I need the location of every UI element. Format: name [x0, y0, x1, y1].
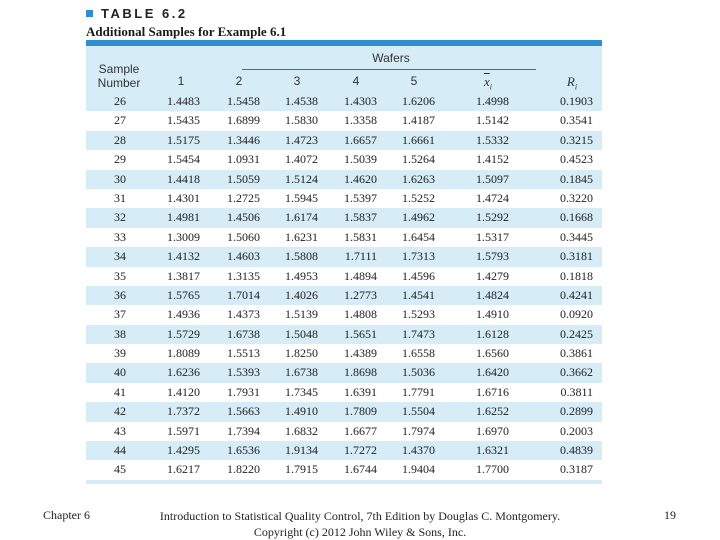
- footer-citation-line2: Copyright (c) 2012 John Wiley & Sons, Inc.: [253, 525, 467, 539]
- wafer-4-cell: 1.6391: [344, 384, 377, 399]
- wafer-5-cell: 1.7313: [402, 249, 435, 264]
- wafer-5-cell: 1.6454: [402, 229, 435, 244]
- wafer-3-cell: 1.7345: [285, 384, 318, 399]
- sample-number-cell: 28: [114, 132, 126, 147]
- column-header-range: [552, 74, 592, 92]
- wafer-1-cell: 1.5971: [167, 423, 200, 438]
- table-number: TABLE 6.2: [101, 6, 188, 21]
- table-row: [86, 402, 602, 421]
- wafer-5-cell: 1.7974: [402, 423, 435, 438]
- sample-mean-cell: 1.4998: [476, 94, 509, 108]
- wafer-5-cell: 1.4962: [402, 210, 435, 225]
- sample-number-cell: 43: [114, 423, 126, 438]
- table-row: [86, 228, 602, 247]
- sample-range-cell: 0.2003: [560, 423, 593, 438]
- wafer-5-cell: 1.6558: [402, 346, 435, 361]
- table-row: [86, 325, 602, 344]
- wafer-1-cell: 1.4981: [167, 210, 200, 225]
- sample-number-cell: 36: [114, 287, 126, 302]
- wafer-3-cell: 1.5124: [285, 171, 318, 186]
- wafer-1-cell: 1.6217: [167, 462, 200, 477]
- wafer-2-cell: 1.4506: [227, 210, 260, 225]
- table-row: [86, 131, 602, 150]
- sample-number-cell: 35: [114, 268, 126, 283]
- wafer-1-cell: 1.5454: [167, 152, 200, 167]
- wafer-1-cell: 1.3817: [167, 268, 200, 283]
- sample-range-cell: 0.3811: [560, 384, 593, 399]
- wafer-2-cell: 1.0931: [227, 152, 260, 167]
- sample-number-cell: 44: [114, 443, 126, 458]
- wafer-3-cell: 1.4538: [285, 94, 318, 108]
- wafer-3-cell: 1.6738: [285, 365, 318, 380]
- sample-range-cell: 0.3662: [560, 365, 593, 380]
- wafer-3-cell: 1.5048: [285, 326, 318, 341]
- wafer-3-cell: 1.5139: [285, 307, 318, 322]
- wafer-1-cell: 1.8089: [167, 346, 200, 361]
- wafer-1-cell: 1.4936: [167, 307, 200, 322]
- wafer-5-cell: 1.5264: [402, 152, 435, 167]
- sample-range-cell: 0.3187: [560, 462, 593, 477]
- wafer-5-cell: 1.4187: [402, 113, 435, 128]
- sample-number-cell: 30: [114, 171, 126, 186]
- wafer-5-cell: 1.6263: [402, 171, 435, 186]
- wafer-5-cell: 1.5293: [402, 307, 435, 322]
- wafer-5-cell: 1.6661: [402, 132, 435, 147]
- wafer-2-cell: 1.7394: [227, 423, 260, 438]
- wafer-5-cell: 1.4596: [402, 268, 435, 283]
- sample-range-cell: 0.0920: [560, 307, 593, 322]
- sample-mean-cell: 1.6128: [476, 326, 509, 341]
- sample-range-cell: 0.4523: [560, 152, 593, 167]
- wafer-5-cell: 1.4370: [402, 443, 435, 458]
- wafer-4-cell: 1.4389: [344, 346, 377, 361]
- wafer-2-cell: 1.5458: [227, 94, 260, 108]
- sample-number-cell: 31: [114, 190, 126, 205]
- sample-number-header: [86, 62, 152, 90]
- sample-range-cell: 0.3181: [560, 249, 593, 264]
- wafer-3-cell: 1.9134: [285, 443, 318, 458]
- wafer-2-cell: 1.6738: [227, 326, 260, 341]
- table-row: [86, 363, 602, 382]
- wafer-5-cell: 1.5252: [402, 190, 435, 205]
- column-header-1: 1: [177, 74, 185, 88]
- wafer-3-cell: 1.6174: [285, 210, 318, 225]
- wafer-4-cell: 1.6657: [344, 132, 377, 147]
- table-row: [86, 150, 602, 169]
- sample-range-cell: 0.3220: [560, 190, 593, 205]
- sample-number-cell: 27: [114, 113, 126, 128]
- table-caption: Additional Samples for Example 6.1: [86, 24, 287, 39]
- table-row: [86, 208, 602, 227]
- wafer-2-cell: 1.5393: [227, 365, 260, 380]
- wafer-2-cell: 1.7014: [227, 287, 260, 302]
- wafer-1-cell: 1.4301: [167, 190, 200, 205]
- wafer-1-cell: 1.3009: [167, 229, 200, 244]
- sample-number-cell: 41: [114, 384, 126, 399]
- sample-number-cell: 42: [114, 404, 126, 419]
- table-body: [86, 92, 602, 480]
- sample-mean-cell: 1.4910: [476, 307, 509, 322]
- sample-range-cell: 0.1818: [560, 268, 593, 283]
- wafer-2-cell: 1.5059: [227, 171, 260, 186]
- wafer-3-cell: 1.4723: [285, 132, 318, 147]
- table-header: [86, 6, 286, 40]
- sample-mean-cell: 1.6321: [476, 443, 509, 458]
- wafer-1-cell: 1.4483: [167, 94, 200, 108]
- sample-number-cell: 38: [114, 326, 126, 341]
- range-subscript: i: [574, 82, 578, 92]
- sample-mean-cell: 1.6970: [476, 423, 509, 438]
- range-symbol: R: [566, 74, 575, 89]
- table-row: [86, 92, 602, 111]
- sample-mean-cell: 1.5097: [476, 171, 509, 186]
- sample-number-cell: 26: [114, 94, 126, 108]
- wafer-3-cell: 1.4910: [285, 404, 318, 419]
- sample-header-line2: Number: [97, 76, 141, 90]
- table-row: [86, 305, 602, 324]
- table-row: [86, 422, 602, 441]
- wafer-3-cell: 1.5945: [285, 190, 318, 205]
- sample-range-cell: 0.1668: [560, 210, 593, 225]
- wafer-1-cell: 1.4418: [167, 171, 200, 186]
- column-header-2: 2: [235, 74, 243, 88]
- sample-range-cell: 0.2425: [560, 326, 593, 341]
- sample-range-cell: 0.3861: [560, 346, 593, 361]
- wafer-2-cell: 1.3135: [227, 268, 260, 283]
- wafer-4-cell: 1.5837: [344, 210, 377, 225]
- wafer-1-cell: 1.7372: [167, 404, 200, 419]
- wafer-2-cell: 1.4603: [227, 249, 260, 264]
- wafer-4-cell: 1.7272: [344, 443, 377, 458]
- sample-mean-cell: 1.6252: [476, 404, 509, 419]
- xbar-symbol: $\overline{x}$: [483, 74, 490, 89]
- bullet-square-icon: [86, 10, 93, 17]
- wafer-2-cell: 1.4373: [227, 307, 260, 322]
- wafer-1-cell: 1.4295: [167, 443, 200, 458]
- table-row: [86, 344, 602, 363]
- wafer-3-cell: 1.6231: [285, 229, 318, 244]
- wafer-3-cell: 1.8250: [285, 346, 318, 361]
- wafer-5-cell: 1.4541: [402, 287, 435, 302]
- footer-page-number: 19: [664, 508, 676, 522]
- sample-range-cell: 0.3445: [560, 229, 593, 244]
- sample-mean-cell: 1.6420: [476, 365, 509, 380]
- wafer-2-cell: 1.3446: [227, 132, 260, 147]
- wafer-2-cell: 1.2725: [227, 190, 260, 205]
- sample-range-cell: 0.1845: [560, 171, 593, 186]
- wafer-2-cell: 1.5663: [227, 404, 260, 419]
- table-row: [86, 383, 602, 402]
- sample-mean-cell: 1.4279: [476, 268, 509, 283]
- sample-range-cell: 0.3541: [560, 113, 593, 128]
- sample-mean-cell: 1.4824: [476, 287, 509, 302]
- wafer-4-cell: 1.6677: [344, 423, 377, 438]
- sample-number-cell: 37: [114, 307, 126, 322]
- wafer-4-cell: 1.4894: [344, 268, 377, 283]
- wafer-5-cell: 1.5504: [402, 404, 435, 419]
- footer-citation-line1: Introduction to Statistical Quality Control, 7th Edition by Douglas C. Montgomery.: [159, 509, 561, 523]
- table-row: [86, 247, 602, 266]
- wafer-4-cell: 1.4620: [344, 171, 377, 186]
- wafer-5-cell: 1.7791: [402, 384, 435, 399]
- wafer-1-cell: 1.5435: [167, 113, 200, 128]
- wafer-1-cell: 1.5729: [167, 326, 200, 341]
- wafer-3-cell: 1.4026: [285, 287, 318, 302]
- wafer-3-cell: 1.4953: [285, 268, 318, 283]
- wafer-1-cell: 1.4120: [167, 384, 200, 399]
- table-row: [86, 286, 602, 305]
- sample-number-cell: 34: [114, 249, 126, 264]
- wafers-group-header: Wafers: [372, 51, 410, 65]
- wafer-3-cell: 1.6832: [285, 423, 318, 438]
- sample-mean-cell: 1.7700: [476, 462, 509, 477]
- wafer-1-cell: 1.6236: [167, 365, 200, 380]
- wafer-4-cell: 1.5831: [344, 229, 377, 244]
- wafer-4-cell: 1.4303: [344, 94, 377, 108]
- wafer-3-cell: 1.5808: [285, 249, 318, 264]
- sample-mean-cell: 1.5793: [476, 249, 509, 264]
- sample-number-cell: 29: [114, 152, 126, 167]
- table-row: [86, 460, 602, 479]
- wafer-2-cell: 1.5060: [227, 229, 260, 244]
- wafer-4-cell: 1.5651: [344, 326, 377, 341]
- wafer-3-cell: 1.4072: [285, 152, 318, 167]
- wafer-3-cell: 1.7915: [285, 462, 318, 477]
- column-header-3: 3: [293, 74, 301, 88]
- sample-range-cell: 0.3215: [560, 132, 593, 147]
- sample-number-cell: 45: [114, 462, 126, 477]
- table-row: [86, 170, 602, 189]
- column-header-4: 4: [352, 74, 360, 88]
- wafer-2-cell: 1.6536: [227, 443, 260, 458]
- wafer-5-cell: 1.6206: [402, 94, 435, 108]
- sample-mean-cell: 1.4724: [476, 190, 509, 205]
- wafer-4-cell: 1.2773: [344, 287, 377, 302]
- table-row: [86, 267, 602, 286]
- wafers-header-rule: [242, 69, 536, 70]
- sample-number-cell: 40: [114, 365, 126, 380]
- wafer-2-cell: 1.8220: [227, 462, 260, 477]
- sample-mean-cell: 1.6560: [476, 346, 509, 361]
- wafer-2-cell: 1.7931: [227, 384, 260, 399]
- wafer-5-cell: 1.9404: [402, 462, 435, 477]
- wafer-5-cell: 1.7473: [402, 326, 435, 341]
- sample-mean-cell: 1.6716: [476, 384, 509, 399]
- sample-range-cell: 0.4241: [560, 287, 593, 302]
- table-row: [86, 189, 602, 208]
- column-header-xbar: [468, 74, 508, 92]
- sample-range-cell: 0.1903: [560, 94, 593, 108]
- footer-chapter: Chapter 6: [43, 508, 90, 522]
- table-row: [86, 111, 602, 130]
- sample-number-cell: 32: [114, 210, 126, 225]
- wafer-4-cell: 1.7809: [344, 404, 377, 419]
- sample-number-cell: 39: [114, 346, 126, 361]
- wafer-5-cell: 1.5036: [402, 365, 435, 380]
- wafer-4-cell: 1.7111: [344, 249, 377, 264]
- wafer-1-cell: 1.5765: [167, 287, 200, 302]
- wafer-4-cell: 1.5397: [344, 190, 377, 205]
- sample-mean-cell: 1.5332: [476, 132, 509, 147]
- sample-mean-cell: 1.5142: [476, 113, 509, 128]
- sample-number-cell: 33: [114, 229, 126, 244]
- sample-mean-cell: 1.5292: [476, 210, 509, 225]
- table-label: [86, 6, 286, 21]
- sample-range-cell: 0.2899: [560, 404, 593, 419]
- wafer-3-cell: 1.5830: [285, 113, 318, 128]
- wafer-4-cell: 1.6744: [344, 462, 377, 477]
- wafer-4-cell: 1.8698: [344, 365, 377, 380]
- data-table: [86, 40, 602, 484]
- sample-mean-cell: 1.5317: [476, 229, 509, 244]
- wafer-4-cell: 1.5039: [344, 152, 377, 167]
- wafer-4-cell: 1.4808: [344, 307, 377, 322]
- table-top-bar: [86, 40, 602, 46]
- column-header-5: 5: [410, 74, 418, 88]
- table-row: [86, 441, 602, 460]
- footer-citation: [150, 508, 570, 540]
- xbar-subscript: i: [489, 82, 492, 92]
- sample-header-line1: Sample: [98, 62, 140, 76]
- wafer-1-cell: 1.5175: [167, 132, 200, 147]
- wafer-2-cell: 1.5513: [227, 346, 260, 361]
- wafer-4-cell: 1.3358: [344, 113, 377, 128]
- sample-range-cell: 0.4839: [560, 443, 593, 458]
- sample-mean-cell: 1.4152: [476, 152, 509, 167]
- wafer-2-cell: 1.6899: [227, 113, 260, 128]
- wafer-1-cell: 1.4132: [167, 249, 200, 264]
